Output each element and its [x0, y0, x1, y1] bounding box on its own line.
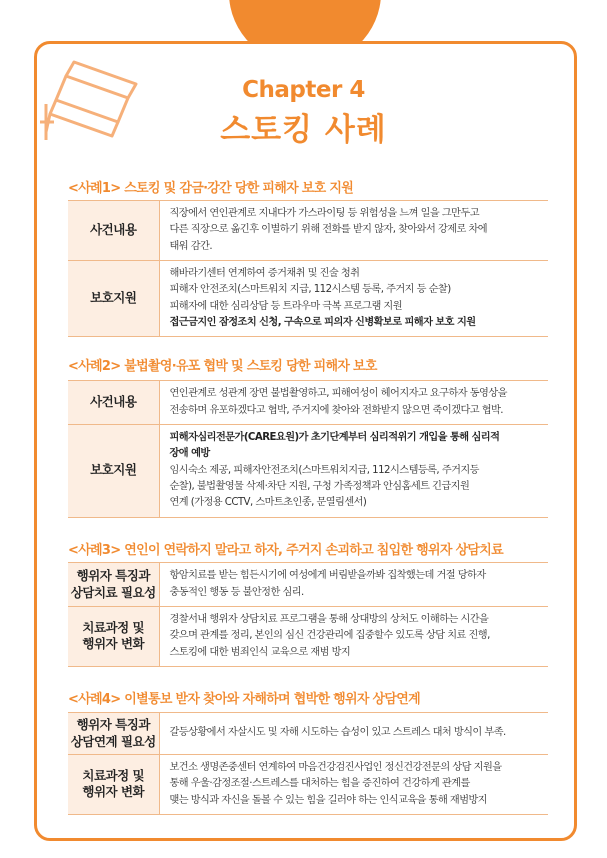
- row-label: [68, 713, 159, 755]
- content-line: 통해 우울·감정조절·스트레스를 대처하는 힘을 증진하여 건강하게 관계를: [169, 778, 470, 790]
- table-row: [68, 607, 548, 667]
- table-row: [68, 381, 548, 425]
- content-line: 순찰), 불법촬영물 삭제·차단 지원, 구청 가족정책과 안심홈세트 긴급지원: [169, 480, 470, 492]
- content-line: 피해자 안전조치(스마트워치 지급, 112시스템 등록, 주거지 등 순찰): [169, 284, 451, 296]
- row-label: [68, 607, 159, 667]
- row-label: [68, 563, 159, 607]
- table-row: [68, 260, 548, 336]
- row-content: [159, 425, 548, 518]
- content-line: 경찰서내 행위자 상담치료 프로그램을 통해 상대방의 상처도 이해하는 시간을: [169, 614, 489, 625]
- row-content: [159, 607, 548, 667]
- case3-heading: <사례3> 연인이 연락하지 말라고 하자, 주거지 손괴하고 침입한 행위자 상담치료: [68, 543, 504, 558]
- content-line: 다른 직장으로 옮긴후 이별하기 위해 전화를 받지 않자, 찾아와서 강제로 차에: [169, 224, 488, 236]
- content-line: 충동적인 행동 등 불안정한 심리.: [169, 586, 304, 598]
- content-line: 갈등상황에서 자살시도 및 자해 시도하는 습성이 있고 스트레스 대처 방식이 부족.: [169, 727, 506, 739]
- case4-heading: <사례4> 이별통보 받자 찾아와 자해하며 협박한 행위자 상담연계: [68, 692, 420, 707]
- content-line: 갖으며 관계를 정리, 본인의 심신 건강관리에 집중할수 있도록 상담 치료 진행,: [169, 630, 490, 642]
- content-line: 맺는 방식과 자신을 돌볼 수 있는 힘을 길러야 하는 인식교육을 통해 재범방지: [169, 794, 488, 806]
- content-line: 태워 감간.: [169, 240, 213, 252]
- content-line: 접근금지인 잠정조치 신청, 구속으로 피의자 신병확보로 피해자 보호 지원: [169, 316, 476, 328]
- table-row: [68, 563, 548, 607]
- content-line: 장애 예방: [169, 448, 210, 460]
- row-content: [159, 755, 548, 815]
- content-line: 보건소 생명존중센터 연계하여 마음건강검진사업인 정신건강전문의 상담 지원을: [169, 762, 502, 773]
- case3-table: [68, 562, 548, 667]
- row-label: 사건내용: [68, 381, 159, 425]
- row-label: 사건내용: [68, 201, 159, 261]
- row-label: 보호지원: [68, 260, 159, 336]
- content-line: 연계 (가정용 CCTV, 스마트초인종, 문열림센서): [169, 497, 367, 509]
- case4-table: [68, 712, 548, 815]
- case2-table: [68, 380, 548, 518]
- chapter-label: Chapter 4: [242, 77, 365, 103]
- case1-table: [68, 200, 548, 337]
- table-row: [68, 201, 548, 261]
- row-label-line: 상담치료 필요성: [70, 584, 156, 600]
- row-label-line: 행위자 변화: [82, 636, 145, 652]
- content-line: 피해자심리전문가(CARE요원)가 초기단계부터 심리적위기 개입을 통해 심리적: [169, 432, 500, 443]
- page-title: 스토킹 사례: [220, 112, 387, 148]
- row-label-line: 치료과정 및: [82, 767, 145, 783]
- row-content: [159, 260, 548, 336]
- content-line: 임시숙소 제공, 피해자안전조치(스마트워치지급, 112시스템등록, 주거지등: [169, 464, 479, 476]
- content-line: 피해자에 대한 심리상담 등 트라우마 극복 프로그램 지원: [169, 300, 403, 312]
- row-content: [159, 713, 548, 755]
- row-label: [68, 755, 159, 815]
- content-line: 전송하며 유포하겠다고 협박, 주거지에 찾아와 전화받지 않으면 죽이겠다고 협박.: [169, 404, 503, 416]
- content-line: 연인관계로 성관계 장면 불법촬영하고, 피해여성이 헤어지자고 요구하자 동영상을: [169, 388, 507, 400]
- table-row: [68, 713, 548, 755]
- row-content: [159, 201, 548, 261]
- row-label-line: 치료과정 및: [82, 619, 145, 635]
- row-label: 보호지원: [68, 425, 159, 518]
- table-row: [68, 425, 548, 518]
- case1-heading: <사례1> 스토킹 및 감금·강간 당한 피해자 보호 지원: [68, 181, 354, 196]
- row-label-line: 행위자 특징과: [76, 567, 150, 583]
- row-content: [159, 381, 548, 425]
- row-label-line: 행위자 특징과: [76, 716, 150, 732]
- content-line: 스토킹에 대한 범죄인식 교육으로 재범 방지: [169, 646, 351, 658]
- content-line: 직장에서 연인관계로 지내다가 가스라이팅 등 위험성을 느껴 일을 그만두고: [169, 208, 480, 219]
- content-line: 해바라기센터 연계하여 증거채취 및 진술 청취: [169, 267, 360, 279]
- row-label-line: 행위자 변화: [82, 784, 145, 800]
- row-label-line: 상담연계 필요성: [70, 733, 156, 749]
- content-line: 항암치료를 받는 힘든시기에 여성에게 버림받을까봐 집착했는데 거절 당하자: [169, 570, 486, 582]
- case2-heading: <사례2> 불법촬영·유포 협박 및 스토킹 당한 피해자 보호: [68, 359, 377, 374]
- row-content: [159, 563, 548, 607]
- table-row: [68, 755, 548, 815]
